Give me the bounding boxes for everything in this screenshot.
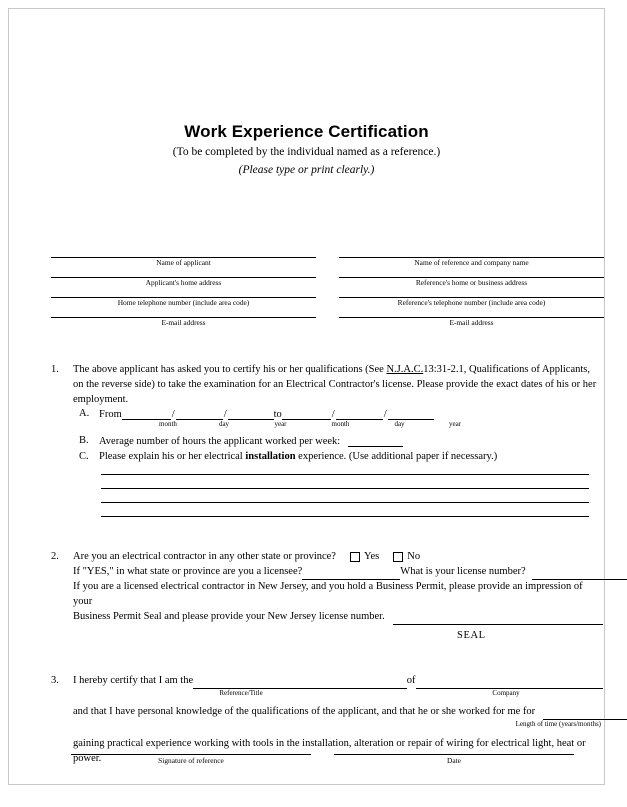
- item-1b-text: Average number of hours the applicant worked per week:: [99, 436, 341, 447]
- field-reference-address[interactable]: [339, 277, 604, 288]
- license-number-input[interactable]: [532, 568, 627, 580]
- item-1c: [79, 451, 599, 462]
- field-caption: Reference's home or business address: [415, 277, 528, 287]
- field-caption: Name of reference and company name: [414, 258, 529, 267]
- from-label: From: [99, 409, 122, 420]
- to-day-input[interactable]: [336, 408, 383, 420]
- certification-prefix: I hereby certify that I am the: [73, 675, 194, 686]
- date-caption: Date: [447, 756, 461, 765]
- signature-caption: Signature of reference: [158, 756, 224, 765]
- item-1a-letter: A.: [79, 408, 90, 419]
- page-title: Work Experience Certification: [184, 122, 429, 141]
- field-applicant-email[interactable]: [51, 317, 316, 328]
- experience-write-lines[interactable]: [101, 474, 589, 530]
- document-page: [8, 8, 605, 785]
- item-1c-text-part-1: Please explain his or her electrical: [99, 451, 246, 462]
- contact-field-row: [9, 297, 604, 308]
- to-year-input[interactable]: [388, 408, 434, 420]
- certification-captions-row: [73, 689, 603, 699]
- to-label: to: [273, 409, 282, 420]
- item-2-line-4-row: [73, 610, 603, 625]
- date-separator: /: [171, 409, 175, 420]
- contact-field-row: [9, 257, 604, 268]
- caption-to-year: year: [448, 420, 462, 428]
- write-line[interactable]: [101, 502, 589, 516]
- license-state-input[interactable]: [302, 568, 400, 580]
- certification-knowledge-text: and that I have personal knowledge of the qualifications of the applicant, and that he or she worked for me for: [73, 705, 536, 717]
- to-month-input[interactable]: [282, 408, 331, 420]
- item-2-line-3: If you are a licensed electrical contractor in New Jersey, and you hold a Business Permit, please provide an impression of your: [73, 580, 583, 607]
- caption-from-month: month: [159, 420, 177, 428]
- write-line[interactable]: [101, 474, 589, 488]
- item-1-text-part-2: 13:31-2.1, Qualifications of Applicants, on the reverse side) to take the examination for an Electrical Contractor's license. Please provide the exact dates of his or her employment.: [73, 364, 597, 405]
- item-2-body: [73, 550, 603, 625]
- length-of-time-input[interactable]: [543, 708, 627, 720]
- certification-line-1: [73, 674, 603, 689]
- license-state-prompt: If "YES," in what state or province are you a licensee?: [73, 565, 303, 577]
- item-1b: [79, 435, 599, 447]
- field-caption: Applicant's home address: [145, 277, 222, 287]
- field-caption: Reference's telephone number (include area code): [397, 297, 546, 307]
- date-separator: /: [331, 409, 335, 420]
- date-separator: /: [383, 409, 387, 420]
- caption-company: Company: [492, 688, 520, 697]
- item-1c-body: [99, 451, 599, 462]
- field-date[interactable]: [334, 754, 574, 765]
- item-2: [51, 550, 603, 625]
- item-1a: [79, 408, 599, 428]
- item-1: [51, 363, 603, 408]
- caption-from-year: year: [274, 420, 287, 428]
- caption-reference-title: Reference/Title: [219, 688, 263, 697]
- from-year-input[interactable]: [228, 408, 274, 420]
- item-1a-body: [99, 408, 599, 428]
- other-state-question: Are you an electrical contractor in any other state or province?: [73, 551, 336, 562]
- checkbox-no-label: No: [407, 551, 421, 562]
- write-line[interactable]: [101, 488, 589, 502]
- license-number-prompt: What is your license number?: [400, 565, 526, 577]
- nj-license-number-input[interactable]: [393, 613, 603, 625]
- item-2-number: 2.: [51, 551, 59, 562]
- certification-line-2: [73, 705, 603, 720]
- contact-field-row: [9, 277, 604, 288]
- date-separator: /: [223, 409, 227, 420]
- from-month-input[interactable]: [122, 408, 171, 420]
- field-caption: E-mail address: [161, 317, 206, 327]
- item-1b-body: [99, 435, 599, 447]
- company-input[interactable]: [416, 677, 603, 689]
- checkbox-yes-label: Yes: [363, 551, 380, 562]
- item-3-number: 3.: [51, 675, 59, 686]
- signature-row: [9, 754, 604, 765]
- field-caption: Home telephone number (include area code): [117, 297, 250, 307]
- field-name-of-applicant[interactable]: [51, 257, 316, 268]
- field-applicant-home-address[interactable]: [51, 277, 316, 288]
- write-line[interactable]: [101, 516, 589, 530]
- license-detail-row: [73, 565, 603, 580]
- from-day-input[interactable]: [176, 408, 223, 420]
- item-1c-text-part-2: experience. (Use additional paper if necessary.): [295, 451, 498, 462]
- caption-length-of-time: Length of time (years/months): [515, 719, 601, 728]
- document-subtitle-secondary: (Please type or print clearly.): [238, 164, 375, 177]
- item-1-text: [73, 363, 603, 408]
- title-block: [9, 121, 604, 178]
- item-1c-emphasis: installation: [245, 451, 296, 462]
- item-3: [51, 674, 603, 767]
- employment-date-captions: [140, 420, 599, 428]
- field-home-telephone[interactable]: [51, 297, 316, 308]
- field-reference-telephone[interactable]: [339, 297, 604, 308]
- item-1-sub-list: [79, 408, 599, 464]
- field-caption: E-mail address: [449, 317, 494, 327]
- checkbox-no[interactable]: [393, 552, 403, 562]
- item-1c-letter: C.: [79, 451, 89, 462]
- caption-to-month: month: [331, 420, 350, 428]
- seal-label: SEAL: [457, 630, 486, 641]
- hours-per-week-input[interactable]: [348, 435, 403, 447]
- item-1-citation: N.J.A.C.: [386, 364, 424, 375]
- document-subtitle-primary: (To be completed by the individual named as a reference.): [172, 146, 441, 159]
- other-state-question-row: [73, 550, 603, 565]
- field-reference-email[interactable]: [339, 317, 604, 328]
- item-1-text-part-1: The above applicant has asked you to certify his or her qualifications (See: [73, 364, 387, 375]
- caption-from-day: day: [218, 420, 230, 428]
- field-signature-of-reference[interactable]: [71, 754, 311, 765]
- item-2-line-4: Business Permit Seal and please provide your New Jersey license number.: [73, 610, 385, 622]
- contact-field-row: [9, 317, 604, 328]
- certification-of-label: of: [406, 675, 416, 686]
- checkbox-yes[interactable]: [350, 552, 360, 562]
- contact-fields-grid: [9, 257, 604, 337]
- item-1-number: 1.: [51, 364, 59, 375]
- caption-to-day: day: [394, 420, 405, 428]
- field-caption: Name of applicant: [156, 258, 211, 267]
- employment-date-range: [99, 408, 599, 420]
- item-3-body: [73, 674, 603, 767]
- certification-line-3: gaining practical experience working with tools in the installation, alteration or repair of wiring for electrical light, heat or power.: [73, 737, 586, 764]
- item-1b-letter: B.: [79, 435, 89, 446]
- reference-title-input[interactable]: [193, 677, 407, 689]
- field-name-of-reference[interactable]: [339, 257, 604, 268]
- document-sheet: [9, 9, 604, 784]
